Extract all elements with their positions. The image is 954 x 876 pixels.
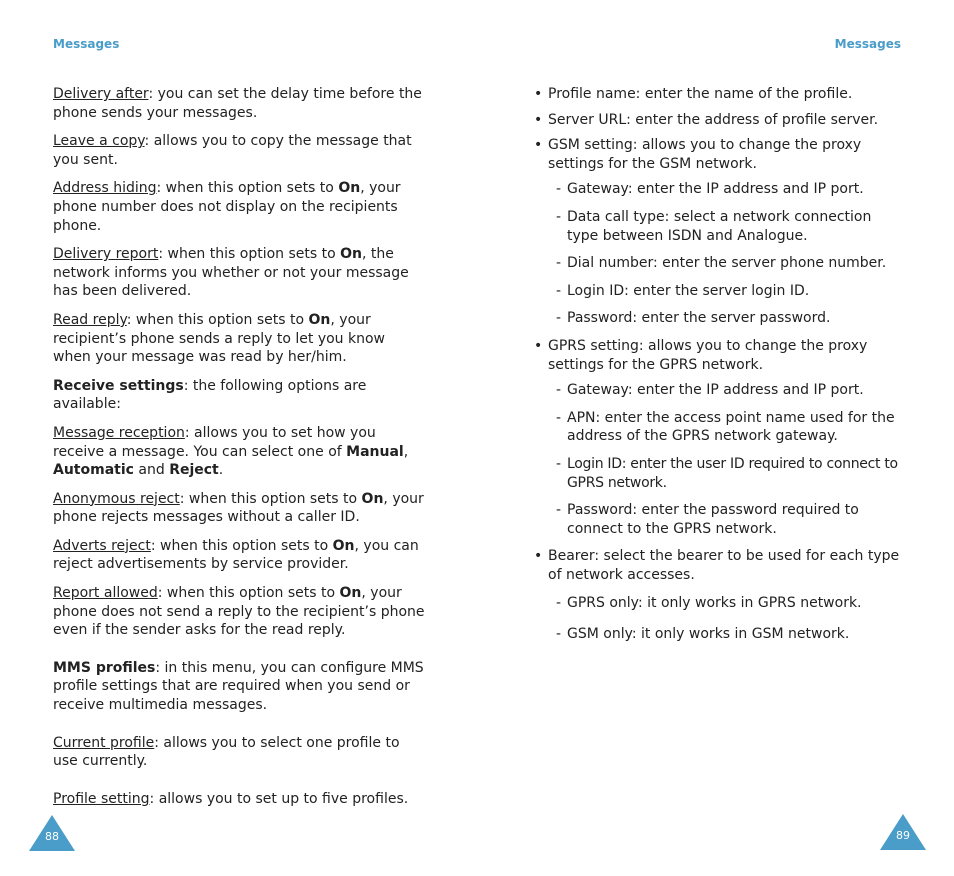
delivery-report-pre: : when this option sets to [158, 246, 341, 263]
profile-setting-term: Profile setting [53, 790, 150, 807]
right-column [534, 85, 904, 653]
address-hiding-entry [53, 179, 425, 235]
dash: - [556, 181, 562, 198]
gprs-sub-apn [534, 409, 904, 446]
bullet-dot: • [534, 111, 543, 128]
gprs-sub-text: Login ID: enter the user ID required to connect to GPRS network. [567, 455, 898, 491]
message-reception-pre: : allows you to set how you receive a message. You can select one of [53, 424, 376, 460]
option-reject: Reject [169, 462, 219, 479]
profile-setting-entry [53, 790, 425, 809]
dash: - [556, 208, 562, 225]
delivery-after-text: : you can set the delay time before the phone sends your messages. [53, 86, 422, 121]
address-hiding-term: Address hiding [53, 180, 157, 197]
gprs-setting-text: GPRS setting: allows you to change the proxy settings for the GPRS network. [548, 337, 868, 373]
report-allowed-term: Report allowed [53, 585, 158, 602]
message-reception-entry [53, 424, 425, 480]
option-manual: Manual [346, 443, 404, 460]
message-reception-sep2: and [133, 462, 170, 479]
delivery-after-entry [53, 85, 425, 122]
page-number-tab-right [880, 814, 926, 850]
read-reply-post: , your recipient’s phone sends a reply to let you know when your message was read by her/him. [53, 311, 385, 366]
mms-profiles-title: MMS profiles [53, 659, 156, 676]
option-automatic: Automatic [53, 462, 134, 479]
page-number-right: 89 [896, 829, 910, 842]
receive-settings-text: : the following options are available: [53, 377, 367, 413]
current-profile-term: Current profile [53, 734, 155, 751]
anonymous-reject-post: , your phone rejects messages without a caller ID. [53, 490, 424, 526]
adverts-reject-on: On [332, 537, 355, 554]
gsm-sub-text: Password: enter the server password. [567, 310, 831, 327]
current-profile-text: : allows you to select one profile to use currently. [53, 734, 400, 770]
gsm-sub-text: Gateway: enter the IP address and IP port. [567, 181, 864, 198]
left-column [53, 85, 425, 818]
anonymous-reject-term: Anonymous reject [53, 490, 180, 507]
bullet-gsm-setting [534, 136, 904, 173]
gsm-sub-gateway [534, 180, 904, 199]
page-number-tab-left [29, 815, 75, 851]
report-allowed-pre: : when this option sets to [157, 585, 340, 602]
receive-settings-title: Receive settings [53, 377, 184, 394]
leave-copy-text: : allows you to copy the message that you sent. [53, 133, 412, 168]
anonymous-reject-pre: : when this option sets to [179, 490, 362, 507]
gsm-sub-text: Login ID: enter the server login ID. [567, 282, 810, 299]
message-reception-sep1: , [403, 443, 409, 460]
gsm-sub-text: Dial number: enter the server phone number. [567, 255, 887, 272]
leave-copy-term: Leave a copy [53, 133, 145, 150]
gsm-sub-login-id [534, 282, 904, 301]
bullet-dot: • [534, 337, 543, 354]
message-reception-end: . [218, 462, 224, 479]
dash: - [556, 595, 562, 612]
dash: - [556, 310, 562, 327]
read-reply-entry [53, 311, 425, 367]
gsm-sub-password [534, 309, 904, 328]
current-profile-entry [53, 734, 425, 771]
server-url-text: Server URL: enter the address of profile server. [548, 111, 879, 128]
read-reply-term: Read reply [53, 311, 127, 328]
gsm-sub-text: Data call type: select a network connection type between ISDN and Analogue. [567, 208, 872, 244]
bullet-bearer [534, 547, 904, 584]
dash: - [556, 455, 561, 472]
address-hiding-on: On [338, 180, 361, 197]
bearer-sub-gprs-only [534, 594, 904, 613]
delivery-report-entry [53, 245, 425, 301]
anonymous-reject-entry [53, 490, 425, 527]
anonymous-reject-on: On [361, 490, 384, 507]
bearer-sub-text: GSM only: it only works in GSM network. [567, 626, 850, 643]
bullet-server-url [534, 111, 904, 130]
gprs-sub-text: Gateway: enter the IP address and IP port. [567, 382, 864, 399]
dash: - [556, 502, 562, 519]
report-allowed-entry [53, 584, 425, 640]
adverts-reject-term: Adverts reject [53, 537, 151, 554]
bullet-dot: • [534, 137, 543, 154]
bearer-text: Bearer: select the bearer to be used for each type of network accesses. [548, 548, 900, 583]
dash: - [556, 282, 562, 299]
read-reply-pre: : when this option sets to [126, 311, 309, 328]
gsm-sub-dial-number [534, 254, 904, 273]
bearer-sub-gsm-only [534, 625, 904, 644]
adverts-reject-entry [53, 537, 425, 574]
address-hiding-pre: : when this option sets to [156, 180, 339, 197]
receive-settings-entry [53, 377, 425, 414]
message-reception-term: Message reception [53, 424, 185, 441]
gsm-sub-data-call-type [534, 208, 904, 245]
header-right: Messages [834, 37, 901, 51]
dash: - [556, 409, 562, 426]
adverts-reject-post: , you can reject advertisements by service provider. [53, 537, 419, 573]
profile-name-text: Profile name: enter the name of the profile. [548, 86, 853, 102]
page-number-left: 88 [45, 830, 59, 843]
bearer-sub-text: GPRS only: it only works in GPRS network. [567, 595, 862, 612]
delivery-after-term: Delivery after [53, 86, 149, 102]
gprs-sub-login-id [534, 455, 904, 492]
bullet-profile-name [534, 85, 904, 104]
report-allowed-post: , your phone does not send a reply to the recipient’s phone even if the sender asks for the read reply. [53, 585, 425, 639]
mms-profiles-text: : in this menu, you can configure MMS profile settings that are required when you send or receive multimedia messages. [53, 659, 424, 714]
delivery-report-on: On [340, 246, 362, 263]
delivery-report-term: Delivery report [53, 246, 159, 263]
report-allowed-on: On [339, 585, 362, 602]
gsm-setting-text: GSM setting: allows you to change the proxy settings for the GSM network. [548, 137, 862, 172]
leave-copy-entry [53, 132, 425, 169]
bullet-dot: • [534, 86, 543, 102]
profile-setting-text: : allows you to set up to five profiles. [149, 790, 409, 807]
adverts-reject-pre: : when this option sets to [150, 537, 333, 554]
mms-profiles-entry [53, 659, 425, 715]
gprs-sub-gateway [534, 381, 904, 400]
address-hiding-post: , your phone number does not display on the recipients phone. [53, 180, 401, 234]
dash: - [556, 626, 562, 643]
delivery-report-post: , the network informs you whether or not your message has been delivered. [53, 246, 409, 300]
bullet-dot: • [534, 548, 543, 565]
read-reply-on: On [308, 311, 331, 328]
dash: - [556, 255, 562, 272]
dash: - [556, 382, 562, 399]
bullet-gprs-setting [534, 337, 904, 374]
header-left: Messages [53, 37, 120, 51]
gprs-sub-text: APN: enter the access point name used for the address of the GPRS network gateway. [567, 409, 895, 445]
gprs-sub-text: Password: enter the password required to connect to the GPRS network. [567, 502, 859, 537]
gprs-sub-password [534, 501, 904, 538]
